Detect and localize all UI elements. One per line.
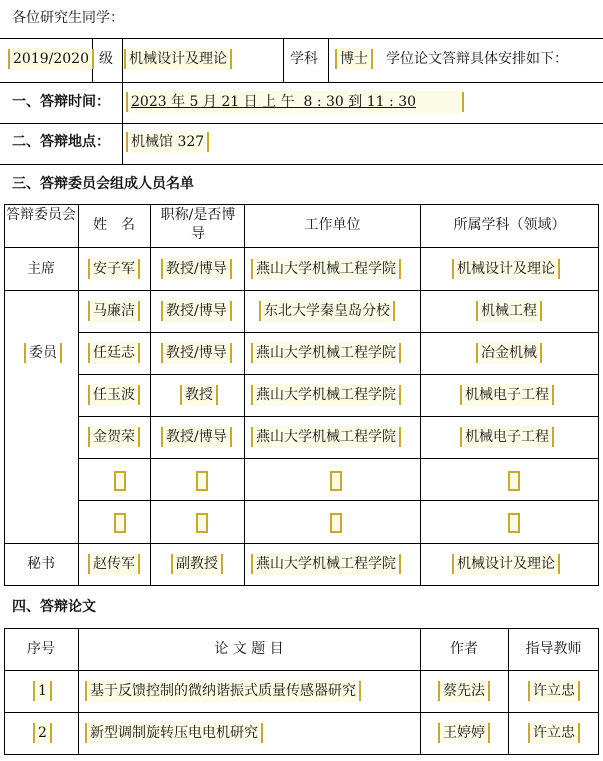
location-label: 二、答辩地点： <box>12 134 110 150</box>
time-to: 到 <box>348 94 363 110</box>
time-month: 5 <box>189 94 199 110</box>
time-month-unit: 月 <box>202 94 217 110</box>
time-colon: : <box>316 94 322 110</box>
header-field: 所属学科（领域） <box>453 217 566 233</box>
header-unit: 工作单位 <box>304 217 361 233</box>
time-year-unit: 年 <box>171 94 186 110</box>
major-field[interactable]: 机械设计及理论 <box>127 48 229 70</box>
member-name[interactable]: 任玉波 <box>91 384 137 406</box>
thesis-title[interactable]: 基于反馈控制的微纳谐振式质量传感器研究 <box>88 680 358 702</box>
role-secretary: 秘书 <box>27 556 55 572</box>
role-member[interactable]: 委员 <box>27 342 59 364</box>
thesis-no[interactable]: 2 <box>36 722 49 744</box>
time-period: 上 <box>262 94 277 110</box>
thesis-title[interactable]: 新型调制旋转压电电机研究 <box>88 722 260 744</box>
member-field[interactable]: 机械设计及理论 <box>455 553 557 575</box>
time-end-minute: 30 <box>398 94 417 110</box>
header-name: 姓 名 <box>93 217 135 233</box>
member-name[interactable]: 金贺荣 <box>91 426 137 448</box>
empty-title-field[interactable] <box>196 513 208 533</box>
member-unit[interactable]: 燕山大学机械工程学院 <box>254 258 398 280</box>
time-label: 一、答辩时间： <box>12 94 110 110</box>
header-title: 职称/是否博导 <box>160 207 236 242</box>
member-name[interactable]: 马廉洁 <box>91 300 137 322</box>
empty-unit-field[interactable] <box>330 471 342 491</box>
empty-name-field[interactable] <box>114 471 126 491</box>
year-field[interactable]: 2019/2020 <box>11 48 91 70</box>
thesis-no[interactable]: 1 <box>36 680 49 702</box>
member-name[interactable]: 赵传军 <box>91 553 137 575</box>
role-chair: 主席 <box>27 261 55 277</box>
member-name[interactable]: 任廷志 <box>91 342 137 364</box>
degree-field[interactable]: 博士 <box>338 48 370 70</box>
thesis-header-author: 作者 <box>450 641 478 657</box>
member-field[interactable]: 机械设计及理论 <box>455 258 557 280</box>
thesis-author[interactable]: 王婷婷 <box>441 722 487 744</box>
empty-unit-field[interactable] <box>330 513 342 533</box>
thesis-header-title: 论 文 题 目 <box>214 641 284 657</box>
location-field[interactable]: 机械馆 327 <box>129 131 206 153</box>
thesis-author[interactable]: 蔡先法 <box>441 680 487 702</box>
time-start-minute: 30 <box>326 94 344 110</box>
committee-title: 三、答辩委员会组成人员名单 <box>12 176 194 192</box>
member-unit[interactable]: 燕山大学机械工程学院 <box>254 384 398 406</box>
thesis-advisor[interactable]: 许立忠 <box>531 722 577 744</box>
member-title[interactable]: 教授/博导 <box>164 342 229 364</box>
time-colon: : <box>389 94 394 110</box>
header-committee: 答辩委员会 <box>6 207 76 223</box>
time-start-hour: 8 <box>303 94 313 110</box>
member-unit[interactable]: 燕山大学机械工程学院 <box>254 553 398 575</box>
member-title[interactable]: 教授/博导 <box>164 300 229 322</box>
empty-title-field[interactable] <box>196 471 208 491</box>
member-field[interactable]: 机械电子工程 <box>463 384 551 406</box>
member-title[interactable]: 教授/博导 <box>164 426 229 448</box>
subject-label: 学科 <box>290 51 318 67</box>
thesis-advisor[interactable]: 许立忠 <box>531 680 577 702</box>
member-name[interactable]: 安子军 <box>91 258 137 280</box>
theses-title: 四、答辩论文 <box>12 599 96 615</box>
member-field[interactable]: 冶金机械 <box>479 342 539 364</box>
level-label: 级 <box>99 51 113 67</box>
member-field[interactable]: 机械工程 <box>479 300 539 322</box>
member-field[interactable]: 机械电子工程 <box>463 426 551 448</box>
empty-name-field[interactable] <box>114 513 126 533</box>
member-title[interactable]: 教授/博导 <box>164 258 229 280</box>
thesis-header-no: 序号 <box>27 641 55 657</box>
time-day-unit: 日 <box>243 94 258 110</box>
time-period-unit: 午 <box>280 94 295 110</box>
defense-time-field[interactable] <box>129 91 461 113</box>
greeting: 各位研究生同学： <box>12 10 124 26</box>
time-end-hour: 11 <box>366 94 385 110</box>
member-unit[interactable]: 燕山大学机械工程学院 <box>254 342 398 364</box>
member-unit[interactable]: 东北大学秦皇岛分校 <box>262 300 392 322</box>
notice-text: 学位论文答辩具体安排如下： <box>386 51 568 67</box>
time-year: 2023 <box>131 94 167 110</box>
time-day: 21 <box>221 94 240 110</box>
empty-field-field[interactable] <box>508 513 520 533</box>
member-unit[interactable]: 燕山大学机械工程学院 <box>254 426 398 448</box>
member-title[interactable]: 教授 <box>183 384 215 406</box>
empty-field-field[interactable] <box>508 471 520 491</box>
thesis-header-advisor: 指导教师 <box>525 641 582 657</box>
member-title[interactable]: 副教授 <box>174 553 220 575</box>
